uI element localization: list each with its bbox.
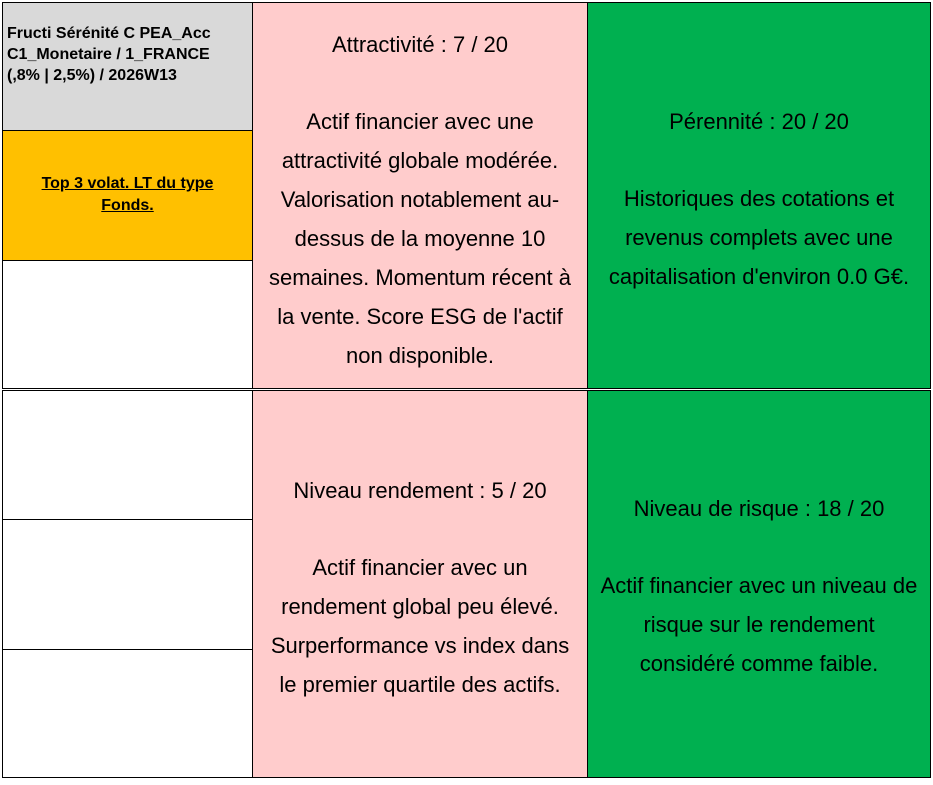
- risque-cell: [587, 390, 931, 778]
- rendement-line-2: rendement global peu élevé.: [281, 594, 559, 619]
- attractivite-line-6: la vente. Score ESG de l'actif: [277, 304, 563, 329]
- attractivite-line-3: Valorisation notablement au-: [280, 187, 560, 212]
- fund-header-cell: [2, 2, 253, 131]
- risque-line-2: risque sur le rendement: [643, 612, 875, 637]
- highlight-line-2: Fonds.: [101, 197, 154, 214]
- perennite-line-2: revenus complets avec une: [625, 225, 893, 250]
- fund-category: C1_Monetaire / 1_FRANCE: [7, 46, 210, 63]
- attractivite-line-5: semaines. Momentum récent à: [268, 265, 572, 290]
- fund-name: Fructi Sérénité C PEA_Acc: [7, 25, 211, 42]
- attractivite-line-4: dessus de la moyenne 10: [294, 226, 546, 251]
- attractivite-line-7: non disponible.: [345, 343, 494, 368]
- perennite-line-3: capitalisation d'environ 0.0 G€.: [608, 264, 910, 289]
- risque-line-3: considéré comme faible.: [639, 651, 879, 676]
- attractivite-line-2: attractivité globale modérée.: [281, 148, 559, 173]
- empty-cell-1: [2, 260, 253, 389]
- attractivite-cell: [252, 2, 588, 389]
- rendement-line-3: Surperformance vs index dans: [270, 633, 570, 658]
- risque-line-1: Actif financier avec un niveau de: [600, 573, 918, 598]
- rendement-cell: [252, 390, 588, 778]
- perennite-title: Pérennité : 20 / 20: [669, 109, 849, 134]
- highlight-cell: [2, 130, 253, 261]
- rendement-line-4: le premier quartile des actifs.: [279, 672, 561, 697]
- empty-cell-3: [2, 519, 253, 650]
- attractivite-title: Attractivité : 7 / 20: [331, 32, 509, 57]
- rendement-line-1: Actif financier avec un: [312, 555, 528, 580]
- perennite-cell: [587, 2, 931, 389]
- attractivite-line-1: Actif financier avec une: [306, 109, 534, 134]
- fund-period: (,8% | 2,5%) / 2026W13: [7, 67, 177, 84]
- rendement-title: Niveau rendement : 5 / 20: [293, 478, 547, 503]
- highlight-line-1: Top 3 volat. LT du type: [41, 175, 214, 192]
- perennite-line-1: Historiques des cotations et: [623, 186, 895, 211]
- empty-cell-2: [2, 390, 253, 520]
- risque-title: Niveau de risque : 18 / 20: [633, 496, 885, 521]
- empty-cell-4: [2, 649, 253, 778]
